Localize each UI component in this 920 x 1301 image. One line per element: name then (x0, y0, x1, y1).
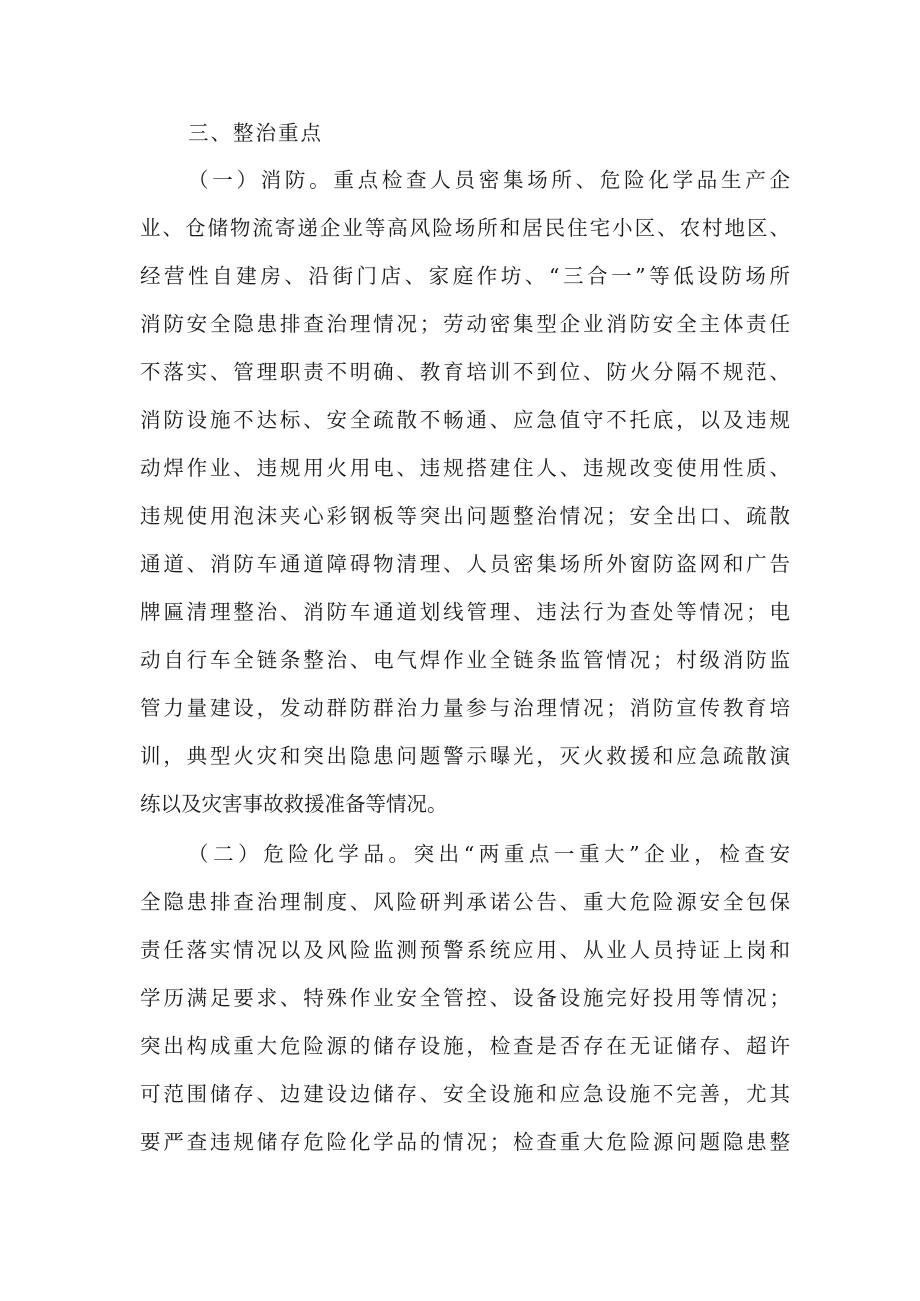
paragraph-line: 突出构成重大危险源的储存设施，检查是否存在无证储存、超许 (140, 1034, 790, 1058)
paragraph-line: 通道、消防车通道障碍物清理、人员密集场所外窗防盗网和广告 (140, 552, 790, 576)
paragraph-line: 全隐患排查治理制度、风险研判承诺公告、重大危险源安全包保 (140, 890, 790, 914)
paragraph-line: 可范围储存、边建设边储存、安全设施和应急设施不完善，尤其 (140, 1082, 790, 1106)
paragraph-line: （一）消防。重点检查人员密集场所、危险化学品生产企 (188, 168, 790, 192)
paragraph-line: （二）危险化学品。突出“两重点一重大”企业，检查安 (188, 842, 790, 866)
paragraph-line: 训，典型火灾和突出隐患问题警示曝光，灭火救援和应急疏散演 (140, 744, 790, 768)
paragraph-line: 牌匾清理整治、消防车通道划线管理、违法行为查处等情况；电 (140, 600, 790, 624)
paragraph-line: 管力量建设，发动群防群治力量参与治理情况；消防宣传教育培 (140, 696, 790, 720)
paragraph-line: 责任落实情况以及风险监测预警系统应用、从业人员持证上岗和 (140, 938, 790, 962)
paragraph-line: 要严查违规储存危险化学品的情况；检查重大危险源问题隐患整 (140, 1130, 790, 1154)
paragraph-line: 经营性自建房、沿街门店、家庭作坊、“三合一”等低设防场所 (140, 264, 790, 288)
paragraph-line: 违规使用泡沫夹心彩钢板等突出问题整治情况；安全出口、疏散 (140, 504, 790, 528)
paragraph-line: 学历满足要求、特殊作业安全管控、设备设施完好投用等情况； (140, 986, 790, 1010)
paragraph-line: 消防设施不达标、安全疏散不畅通、应急值守不托底，以及违规 (140, 408, 790, 432)
paragraph-line: 业、仓储物流寄递企业等高风险场所和居民住宅小区、农村地区、 (140, 216, 790, 240)
section-heading: 三、整治重点 (188, 121, 323, 145)
paragraph-line: 练以及灾害事故救援准备等情况。 (140, 792, 448, 816)
paragraph-line: 动自行车全链条整治、电气焊作业全链条监管情况；村级消防监 (140, 648, 790, 672)
paragraph-line: 不落实、管理职责不明确、教育培训不到位、防火分隔不规范、 (140, 360, 790, 384)
paragraph-line: 消防安全隐患排查治理情况；劳动密集型企业消防安全主体责任 (140, 312, 790, 336)
paragraph-line: 动焊作业、违规用火用电、违规搭建住人、违规改变使用性质、 (140, 456, 790, 480)
